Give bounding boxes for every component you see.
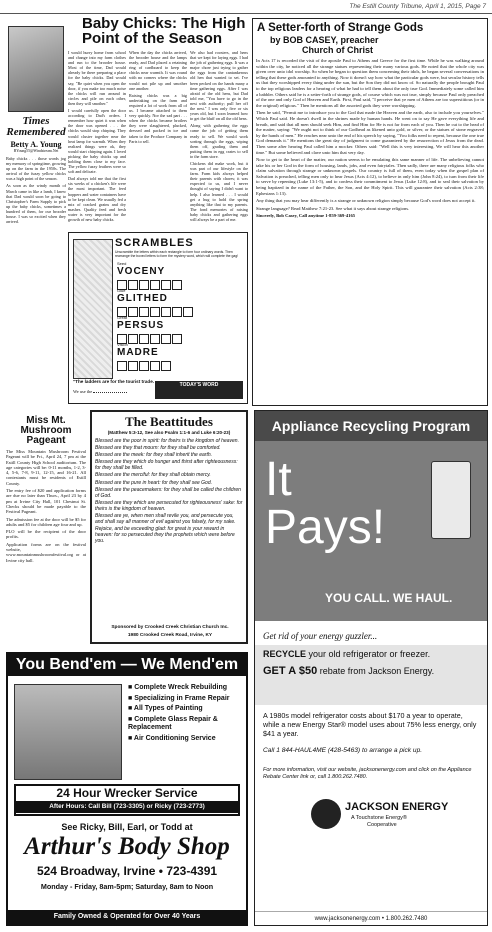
article-column-1 — [68, 50, 126, 228]
todays-word-label: TODAY'S WORD — [179, 382, 219, 388]
article-headline: A Setter-forth of Strange Gods — [257, 22, 424, 34]
body-shop-ad — [6, 652, 248, 926]
church-name: Church of Christ — [302, 45, 373, 55]
verse: Rejoice, and be exceeding glad: for great is your reward in heaven: for so persecuted they the prophets which were before you. — [95, 526, 235, 545]
scrambles-puzzle — [68, 232, 248, 404]
scramble-clue: Seed — [117, 261, 127, 266]
paragraph: Any thing that you may hear differently is a strange or unknown religion simply because God's word does not accept it. — [256, 198, 476, 204]
service-item: ■ Complete Wreck Rebuilding — [128, 684, 228, 691]
paragraph: I would carefully open the door according to Dad's orders. I remember how quiet it was when the door was opened . . . the chicks would stop chirping. They would cluster together near the heat lamp for warmth. When they realized things were ok, they would start chirping again. I loved picking the baby chicks up and holding them close to my face. The yellow fuzzy feathers were so soft and delicate. — [68, 108, 126, 175]
paragraph: Now to get to the heart of the matter, our nation seems to be emulating this same manner of life. The unbelieving cannot take his or her God in the form of housing, lands, jobs, and even fairytales. Then sadly, there are many religious folks who claim salvation through strange or unknown gospels. Our country is full of them, even today when the gospel plan of Salvation is preached, telling men only to hear Jesus (Acts 4:12), to believe in only him (John 8:24), to turn from their life to serve by repenting (Luke 13:1-5), and to confess their commitment to Jesus (Luke 12:8), and to seal their salvation by being baptized in the name of the Father, the Son, and the Holy Spirit. This will guarantee their salvation (Acts 2:38; Ephesians 1:13). — [256, 157, 484, 196]
cartoon-illustration — [73, 239, 113, 379]
rebate-line: GET A $50 rebate from Jackson Energy. — [263, 665, 435, 677]
paragraph: Application forms are on the festival website, www.mountainmushroomfestival.org or at Irvine city hall. — [6, 541, 86, 563]
ad-banner: Appliance Recycling Program — [255, 411, 487, 441]
after-hours: After Hours: Call Bill (723-3305) or Ricky (723-2773) — [16, 801, 238, 813]
page-header — [0, 2, 492, 14]
scramble-clue: Vision — [117, 342, 128, 347]
scramble-clue: Glue — [117, 288, 126, 293]
footer-phone: • 1.800.262.7480 — [381, 916, 428, 922]
scrambles-title: SCRAMBLES — [115, 237, 194, 249]
answer-boxes[interactable] — [117, 358, 245, 376]
paragraph: PLO will be the recipient of the door profits. — [6, 529, 86, 540]
recycle-line: RECYCLE your old refrigerator or freezer. — [263, 649, 431, 659]
paragraph: The Miss Mountain Mushroom Festival Pageant will be Fri., April 24, 7 pm at the Estill County High School auditorium. The age categories will be: 0-11 months, 1-2, 3-4, 5-6, 7-8, 9-11, 12-15, and 16-21. All contestants must be residents of Estill County. — [6, 449, 86, 486]
section-title: Times Remembered — [6, 115, 66, 138]
car-photo — [14, 684, 122, 780]
logo-name: JACKSON ENERGY — [345, 801, 449, 813]
verse: Blessed are the meek: for they shall inherit the earth. — [95, 452, 213, 459]
shop-name: Arthur's Body Shop — [24, 833, 230, 860]
beatitudes-title: The Beattitudes — [125, 414, 213, 429]
verse: Blessed are the peacemakers: for they shall be called the children of God. — [95, 486, 241, 499]
article-column-3 — [190, 50, 248, 228]
gag-prefix: We use the — [73, 389, 93, 394]
byline: by BOB CASEY, preacher — [270, 35, 379, 45]
article-headline: Miss Mt. Mushroom Pageant — [20, 415, 72, 446]
scramble-clue: Great — [117, 315, 128, 320]
call-to-action: Call 1 844-HAUL4ME (428-5463) to arrange a pick up. — [263, 747, 423, 754]
gag-answer-blank[interactable] — [93, 392, 127, 393]
service-item: ■ Complete Glass Repair & Replacement — [128, 715, 218, 732]
scramble-letters: VOCENY — [117, 266, 166, 277]
times-remembered — [6, 116, 66, 226]
service-item: ■ Air Conditioning Service — [128, 734, 216, 742]
paragraph: Raising chicks was a big undertaking on the farm and required a lot of work from all of us. I became attached to them very quickly. Nor the sad part . . . when the chicks became broilers they were slaughtered, plucked, dressed and packed in ice and taken to the Produce Company in Paris to sell. — [129, 92, 187, 144]
paragraph: The admission fee at the door will be $5 for adults and $5 for children age four and up. — [6, 516, 86, 527]
logo-sub: Cooperative — [367, 822, 397, 828]
logo-mark-icon — [311, 799, 341, 829]
paragraph: In Acts 17 is recorded the visit of the apostle Paul to Athens and Greece for the first time. While he was walking around within the city, he noticed all the strange statues representing their many various gods. He noted that the whole city was given over unto idol worship. So when he began to question them concerning their idols, he began several conversations in telling that these gods amounted to anything. Now it doesn't say how what the particular gods were, but secular history tells us that they worshipped every thing under the sun, but the Son they did not know of. So naturally the people brought Paul to the top religious leaders for a hearing of what he had to tell them about the only true God. Immediately some called him a babbler. Others said he is a setter-forth of strange gods, of course which was not true, simply because Paul only preached of the one and only God of Heaven and Earth. First, Paul said, "I perceive that ye men of Athens are too superstitious (or in the original) religious." Then he mentions all the assorted gods they were worshipping. — [256, 58, 484, 108]
it-pays-panel — [255, 441, 487, 621]
shop-hours: Monday - Friday, 8am-5pm; Saturday, 8am to Noon — [40, 882, 214, 891]
paragraph: Chickens did make work, but it was part of our lifestyle on the farm. Farm kids always helped their parents with chores; it was expected to us, and I never thought of saying I didn't want to help. I also learned . . . I would get a hug to hold the spring anything like that to my parents. The fond memories of raising baby chicks and gathering eggs will always be a part of me. — [190, 160, 248, 222]
recycle-box — [255, 645, 487, 705]
scrambles-instructions: Unscramble the letters within each rectangle to form four ordinary words. Then rearrange the boxed letters to form the mystery word, which will complete the gag! — [115, 250, 239, 258]
verse: Blessed are the merciful: for they shall obtain mercy. — [95, 472, 211, 479]
verse: Blessed are they which do hunger and thirst after righteousness: for they shall be filled. — [95, 459, 238, 472]
jackson-energy-logo — [311, 797, 451, 843]
strange-gods-article — [252, 18, 488, 406]
shop-address: 524 Broadway, Irvine • 723-4391 — [36, 864, 218, 878]
author-name: Betty A. Young — [10, 140, 62, 149]
paragraph: I would hurry home from school and change into my farm clothes and run to the brooder house. Most of the time, Dad would already be there preparing a place for the baby chicks. Dad would say, "Be quiet when you open the door, if you make too much noise the chicks will run around in circles and pile on each other, then they will smother." — [68, 50, 126, 106]
running-head: The Estill County Tribune, April 1, 2015, Page 7 — [349, 3, 486, 10]
wrecker-service: 24 Hour Wrecker Service — [56, 786, 198, 800]
paragraph: Then he said, "Permit me to introduce you to the God that made the Heaven and the earth, also to include you yourselves." Which Paul said. He doesn't dwell in the shrines made by human hands. He went on to say He gave everything life and breath, and said that all men should seek Him, and find Him for He is not far from each of you. Then he cut to the head of the matter, saying: "We ought not to think of our Godhead as likened unto gold, or silver, or the statues of stone engraved by the hands of men." He reaches near unto the end of his speech by saying, "You folks need to repent, because the one true God demands it." He mentions the great day of judgment to come guaranteed by the resurrection of Jesus from the dead. Then some after hearing Paul called him a mocker. Others said: "Well this is very interesting. We will hear this another time." But some believed and clave unto him that very day. — [256, 110, 484, 155]
todays-word-box[interactable] — [155, 381, 243, 399]
appliance-recycling-ad — [254, 410, 488, 926]
author-email: BYoung55@Windstream.Net — [13, 149, 59, 153]
more-info: For more information, visit our website, jacksonenergy.com and click on the Appliance Rebate Center link or, call 1.800.262.7480. — [263, 767, 472, 780]
paragraph: Baby chicks . . . those words jog my memory of springtime, growing up on the farm in the 1950s. The arrival of the fuzzy yellow chicks was a high point of the season. — [6, 156, 66, 182]
paragraph: Strange language? Read Matthew 7:21-23. See what it says about strange religions. — [256, 205, 410, 211]
ad-footer — [255, 911, 487, 925]
we-haul-text: WE HAUL. — [393, 591, 453, 605]
you-call-we-haul — [325, 591, 452, 605]
scramble-word — [117, 261, 245, 288]
beatitudes-box — [90, 410, 248, 644]
scramble-letters: PERSUS — [117, 320, 165, 331]
service-item: ■ All Types of Painting — [128, 705, 203, 713]
author-photo — [8, 26, 64, 112]
sponsor: Sponsored by Crooked Creek Christian Church Inc. — [111, 625, 229, 630]
tagline: Get rid of your energy guzzler... — [263, 631, 378, 641]
signature: Sincerely, Bob Casey, Call anytime 1-859-369-4165 — [256, 213, 356, 219]
paragraph: Along with gathering the eggs came the job of getting them ready to sell. We would work sorting through the eggs, wiping them off, grading them and putting them in egg crates to sell to the farm store. — [190, 123, 248, 159]
verse: Blessed are they that mourn: for they shall be comforted. — [95, 445, 221, 452]
footer-url[interactable]: www.jacksonenergy.com — [314, 916, 381, 922]
wrecker-banner — [14, 784, 240, 816]
paragraph: When the day the chicks arrived, the brooder house and the lamps ready, and Dad placed a retaining ring of cardboard to keep the chicks near warmth. It was round with no corners where the chicks would not pile up and smother one another. — [129, 50, 187, 91]
article-column-2 — [129, 50, 187, 228]
fridge-illustration — [431, 461, 471, 539]
article-headline: Baby Chicks: The High Point of the Season — [82, 15, 246, 47]
logo-sub: A Touchstone Energy® — [351, 815, 407, 821]
energy-fact: A 1980s model refrigerator costs about $170 a year to operate, while a new Energy Star® model uses about 75% less energy, only $41 a year. — [263, 711, 477, 738]
verse: Blessed are the pure in heart: for they shall see God. — [95, 479, 213, 486]
sponsor-address: 1980 Crooked Creek Road, Irvine, KY — [127, 633, 213, 638]
it-text: It — [265, 453, 292, 506]
ad-footer: Family Owned & Operated for Over 40 Years — [8, 910, 246, 924]
paragraph: As soon as the windy month of March came in like a lamb, I knew that Dad would soon be going to Christopher's Farm Supply to pick up the baby chicks, sometimes a hundred of them, for our brooder house. I was so excited when they arrived. — [6, 183, 66, 225]
scramble-letters: MADRE — [117, 347, 159, 358]
you-call-text: YOU CALL. — [325, 591, 390, 605]
see-line: See Ricky, Bill, Earl, or Todd at — [61, 822, 193, 832]
verse: Blessed are ye, when men shall revile you, and persecute you, and shall say all manner of evil against you falsely, for my sake. — [95, 513, 236, 526]
paragraph: Dad always told me that the first six weeks of a chicken's life were the most important. The feed hoppers and water containers have to be kept clean. We usually fed a mix of cracked grains and dry mashes. Quality feed and fresh water is very important for the growth of new baby chicks. — [68, 176, 126, 222]
service-item: ■ Specializing in Frame Repair — [128, 694, 230, 702]
beatitudes-reference: (Matthew 5:3-12, See also Psalm 1:1-6 and Luke 6:20-23) — [107, 430, 231, 435]
verse: Blessed are they which are persecuted for righteousness' sake: for theirs is the kingdom of heaven. — [95, 499, 243, 512]
scramble-letters: GLITHED — [117, 293, 168, 304]
verse: Blessed are the poor in spirit: for theirs is the kingdom of heaven. — [95, 438, 239, 444]
mushroom-pageant — [6, 416, 86, 565]
paragraph: We also had roosters, and hens that we kept for laying eggs. I had the job of gathering eggs. It was a major chore just trying to gather the eggs from the cantankerous old hen that wanted to set. I've been pecked on the hands many a time gathering eggs. After I was afraid of the old hens, but Dad told me, "You have to go in the nest with authority; pull her off the nest." I was only five or six years old, but I soon learned how to get the bluff on all the old hens. — [190, 50, 248, 122]
pays-text: Pays! — [265, 501, 386, 554]
ad-headline: You Bend'em — We Mend'em — [8, 654, 246, 676]
gag-caption: "The ladders are for the tourist trade. — [73, 379, 155, 384]
paragraph: The entry fee of $20 and application forms are due no later than Thurs., April 23 by 4 pm at Irvine City Hall, 101 Chestnut St. Checks should be made payable to the Festival Pageant. — [6, 488, 86, 515]
